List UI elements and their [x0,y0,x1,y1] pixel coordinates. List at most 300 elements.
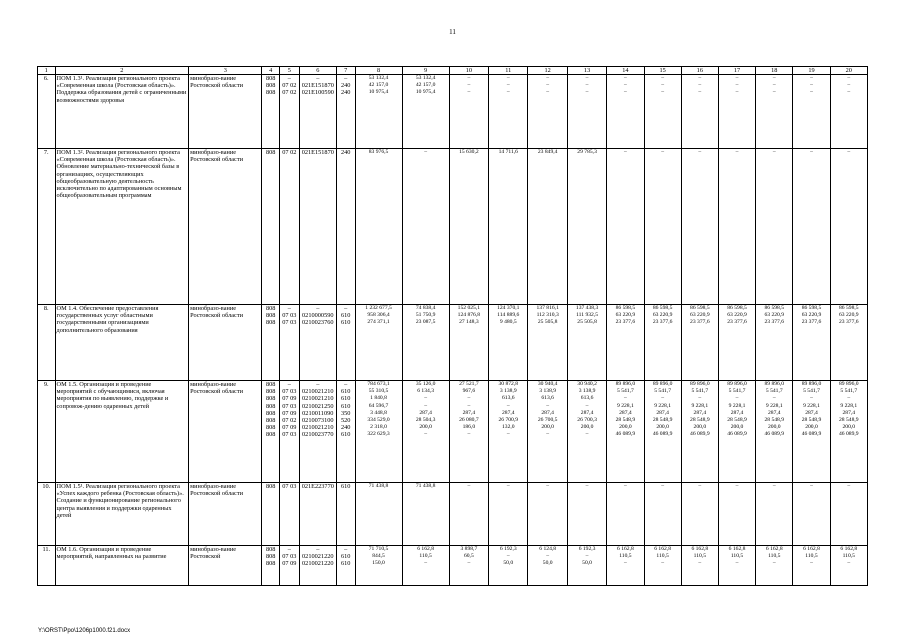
value-line: 610 [340,553,351,561]
table-row [38,149,868,305]
value-cell [402,75,449,149]
value-line: – [847,483,851,489]
value-line: 287,4 [656,409,669,416]
value-cell [489,149,528,305]
value-cell [262,305,280,381]
value-line: 967,6 [462,388,476,395]
value-line: 808 [265,395,276,403]
table-row [38,483,868,546]
value-line: – [698,149,702,155]
value-line: – [661,75,664,81]
row-number: 10. [38,483,56,546]
value-line: 10 975,4 [415,89,436,96]
value-line: 3 138,9 [539,388,557,395]
column-number-header: 6 [299,67,336,75]
value-line: – [623,560,627,567]
value-line: 0210021220 [302,553,334,561]
value-line: 287,4 [580,409,594,416]
row-number: 9. [38,381,56,483]
value-line: 808 [265,149,276,156]
value-line: 89 896,0 [839,381,859,387]
value-line: 287,4 [767,409,781,416]
column-number-header: 17 [718,67,755,75]
column-number-header: 18 [756,67,793,75]
value-line: – [810,75,813,81]
value-line: 0210073100 [302,417,334,425]
value-line: – [772,483,776,489]
value-line: 9 228,1 [765,402,783,409]
program-name: ПОМ 1.5¹. Реализация регионального проекта «Успех каждого ребенка (Ростовская область)». Создание и функционирование регионального центра выявления и поддержки одаренных детей [55,483,189,546]
value-line: 200,0 [541,424,554,431]
value-line: 240 [340,149,351,156]
value-line: – [735,149,739,155]
value-line: – [735,82,739,89]
value-line: 28 548,9 [727,417,747,424]
value-line: – [585,483,589,489]
value-line: – [810,560,813,567]
value-line: 6 162,8 [654,546,671,552]
value-cell [449,305,488,381]
value-line: 07 03 [282,312,297,320]
value-cell [262,149,280,305]
executor-name: минобразо-вание Ростовской области [189,381,262,483]
value-line: 46 089,9 [615,431,636,438]
value-line: – [847,82,851,89]
value-line: – [506,431,510,438]
program-name: ПОМ 1.3¹. Реализация регионального проекта «Современная школа (Ростовская область)». Поддержка образования детей с ограниченными возможностями здоровья [55,75,189,149]
executor-name: минобразо-вание Ростовской области [189,305,262,381]
value-line: 50,0 [542,560,553,567]
value-line: 3 138,9 [578,388,596,395]
value-line: – [810,89,813,96]
value-line: 110,5 [419,553,432,560]
value-line: – [546,82,550,89]
value-cell [449,546,488,586]
value-line: 25 505,8 [577,319,597,326]
value-line: – [585,553,589,560]
value-cell [336,381,355,483]
column-number-header: 16 [681,67,718,75]
value-line: 274 371,1 [367,319,390,326]
value-line: 07 03 [282,483,297,490]
value-cell [756,149,793,305]
value-line: 07 09 [282,409,297,417]
value-cell [718,75,755,149]
value-line: 9 228,1 [840,402,858,409]
value-line: 287,4 [730,409,744,416]
value-line: – [506,402,510,409]
value-line: 350 [340,409,351,417]
value-line: 287,4 [693,409,707,416]
value-cell [528,483,567,546]
program-name: ОМ 1.6. Организация и проведение мероприятий, направленных на развитие [55,546,189,586]
value-line: – [506,553,510,560]
value-line: – [344,381,348,388]
value-line: 240 [340,89,351,97]
value-line: – [344,75,348,82]
value-line: 23 377,6 [801,319,822,326]
value-line: 808 [265,546,276,553]
value-cell [449,381,488,483]
value-line: 6 162,8 [617,546,634,552]
value-line: 46 089,9 [652,431,673,438]
value-line: – [467,402,471,409]
column-number-header: 3 [189,67,262,75]
value-cell [355,381,402,483]
column-number-header: 13 [567,67,606,75]
value-line: 71 438,8 [368,483,389,489]
value-cell [336,483,355,546]
value-line: 23 087,5 [415,319,436,326]
value-line: – [847,560,851,567]
value-line: 53 132,4 [415,75,436,81]
value-cell [607,149,644,305]
value-line: 07 03 [282,431,297,439]
value-line: 844,5 [372,553,385,560]
value-line: 26 700,3 [577,417,597,424]
value-line: 200,0 [656,424,669,431]
value-line: 86 598,5 [615,305,636,311]
value-line: – [506,82,510,89]
value-line: – [661,395,664,402]
value-line: 287,4 [619,409,632,416]
table-row [38,381,868,483]
value-cell [336,305,355,381]
value-line: 42 157,0 [368,82,389,89]
value-line: 110,5 [693,553,707,560]
value-line: 51 750,9 [415,312,436,319]
value-cell [607,546,644,586]
column-number-header: 10 [449,67,488,75]
program-name: ОМ 1.4. Обеспечение предоставления государственных услуг областными государственными организациями дополнительного образования [55,305,189,381]
value-line: 6 192,3 [499,546,517,552]
program-name: ОМ 1.5. Организация и проведение мероприятий с обучающимися, включая мероприятия по выявлению, поддержке и сопровож-дению одаренных детей [55,381,189,483]
value-cell [607,305,644,381]
value-cell [830,381,867,483]
value-line: 26 700,5 [537,417,558,424]
value-line: – [698,89,702,96]
value-cell [756,546,793,586]
value-line: 89 896,0 [652,381,673,387]
value-line: – [772,89,776,96]
value-cell [681,483,718,546]
value-cell [489,305,528,381]
value-line: 28 548,9 [652,417,673,424]
value-line: 63 220,9 [764,312,785,319]
value-line: – [467,560,471,567]
value-line: 6 124,8 [539,546,557,552]
value-line: – [316,75,320,82]
column-number-header: 4 [262,67,280,75]
value-line: – [623,75,627,81]
value-cell [489,381,528,483]
value-cell [262,381,280,483]
row-number: 7. [38,149,56,305]
value-line: 610 [340,388,351,396]
value-line: – [847,149,851,155]
value-line: – [810,483,813,489]
value-line: 07 03 [282,388,297,396]
value-line: 808 [265,402,276,410]
value-cell [793,381,830,483]
executor-name: минобразо-вание Ростовской области [189,483,262,546]
column-number-header: 2 [55,67,189,75]
value-line: – [467,82,471,89]
value-line: 86 598,5 [764,305,785,311]
value-cell [567,305,606,381]
value-line: 6 162,8 [728,546,746,552]
value-cell [681,149,718,305]
executor-name: минобразо-вание Ростовской области [189,75,262,149]
value-cell [718,546,755,586]
value-line: 23 377,6 [727,319,747,326]
value-line: – [585,431,589,438]
value-line: 0210011090 [302,409,334,417]
value-line: – [623,82,627,89]
value-cell [402,483,449,546]
value-line: – [316,546,320,553]
value-line: 71 438,8 [415,483,436,489]
value-cell [644,483,681,546]
value-cell [336,149,355,305]
value-line: 021E223770 [301,483,334,490]
value-line: – [585,402,589,409]
value-line: – [623,483,627,489]
value-cell [336,546,355,586]
column-number-header: 11 [489,67,528,75]
value-line: 808 [265,75,276,82]
value-line: 808 [265,82,276,90]
value-cell [402,305,449,381]
value-cell [793,75,830,149]
value-line: – [847,89,851,96]
value-line: 5 541,7 [840,388,858,395]
value-line: 15 630,2 [459,149,479,155]
value-line: 200,0 [693,424,707,431]
value-line: – [810,82,813,89]
value-line: 29 785,3 [577,149,597,155]
value-line: 0210023760 [302,319,334,327]
value-cell [793,305,830,381]
value-line: 60,5 [463,553,474,560]
value-line: 287,4 [805,409,818,416]
value-line: – [585,89,589,96]
value-line: 287,4 [541,409,554,416]
value-line: 610 [340,402,351,410]
value-line: – [623,149,627,155]
value-line: 200,0 [419,424,432,431]
value-line: 114 889,6 [497,312,520,319]
executor-name: минобразо-вание Ростовской области [189,149,262,305]
value-line: 3 898,7 [460,546,478,552]
value-line: 200,0 [730,424,744,431]
value-cell [644,381,681,483]
value-cell [279,381,299,483]
value-line: 808 [265,319,276,327]
value-line: 28 548,9 [690,417,710,424]
value-line: 28 504,3 [415,417,436,424]
value-line: 46 089,9 [764,431,785,438]
value-line: 86 598,5 [727,305,747,311]
value-line: 132,0 [501,424,515,431]
value-cell [299,305,336,381]
value-line: 6 162,8 [691,546,709,552]
value-cell [567,149,606,305]
value-line: – [316,305,320,312]
value-line: 520 [340,417,351,425]
value-line: 6 192,3 [578,546,596,552]
value-line: – [772,75,776,81]
column-number-header: 20 [830,67,867,75]
value-line: 07 02 [282,149,297,156]
value-line: 71 710,5 [368,546,389,552]
value-line: 110,5 [842,553,855,560]
value-cell [489,483,528,546]
value-line: – [772,149,776,155]
value-line: – [316,381,320,388]
value-line: 6 162,8 [417,546,434,552]
value-line: 5 541,7 [803,388,820,395]
value-cell [279,149,299,305]
value-line: 021E100590 [301,89,334,97]
value-line: 808 [265,388,276,396]
value-line: 0210021220 [302,560,334,568]
value-line: 610 [340,431,351,439]
value-cell [279,305,299,381]
value-line: – [467,75,471,81]
value-cell [756,483,793,546]
value-line: 200,0 [842,424,856,431]
value-line: 07 03 [282,553,297,561]
value-line: 27 521,7 [459,381,479,387]
value-line: 808 [265,417,276,425]
value-line: 808 [265,424,276,432]
value-line: – [810,395,813,402]
value-line: – [467,431,471,438]
value-line: 186,0 [462,424,476,431]
value-cell [299,75,336,149]
value-line: – [424,395,428,402]
value-cell [402,149,449,305]
value-line: – [506,89,510,96]
value-line: 89 896,0 [615,381,636,387]
value-line: – [287,305,291,312]
value-cell [567,75,606,149]
value-line: 55 310,5 [368,388,389,395]
value-cell [830,305,867,381]
value-line: 89 896,0 [727,381,747,387]
value-line: – [698,75,702,81]
value-line: 28 548,9 [615,417,636,424]
value-line: – [424,431,428,438]
value-line: 30 872,8 [498,381,519,387]
value-line: 83 976,5 [368,149,389,155]
value-line: 74 838,4 [415,305,436,311]
value-line: – [546,89,550,96]
footer-file-path: Y:\ORST\Ppo\1206p1000.f21.docx [38,628,131,634]
row-number: 6. [38,75,56,149]
value-line: 63 220,9 [839,312,859,319]
value-line: 25 505,8 [537,319,558,326]
column-number-header: 5 [279,67,299,75]
value-line: 110,5 [768,553,781,560]
program-name: ПОМ 1.3². Реализация регионального проекта «Современная школа (Ростовская область)». Обновление материально-технической базы в организациях, осуществляющих общеобразовательную деятельность исключительно по адаптированным основным общеобразовательным программам [55,149,189,305]
value-cell [681,305,718,381]
value-line: 137 438,3 [575,305,599,311]
value-cell [402,546,449,586]
value-line: 808 [265,553,276,561]
value-line: 23 849,4 [537,149,558,155]
value-line: 46 089,9 [801,431,822,438]
value-line: 0210000590 [302,312,334,320]
value-cell [681,381,718,483]
budget-table [37,66,868,586]
value-cell [567,483,606,546]
value-line: 63 220,9 [690,312,710,319]
value-cell [793,546,830,586]
value-line: – [847,75,851,81]
value-line: 784 673,1 [367,381,390,387]
value-line: 5 541,7 [617,388,634,395]
value-line: – [467,483,471,489]
value-cell [793,149,830,305]
value-cell [830,546,867,586]
value-line: 610 [340,395,351,403]
value-line: – [506,75,510,81]
column-number-header: 15 [644,67,681,75]
value-line: 240 [340,82,351,90]
value-line: 07 09 [282,560,297,568]
value-line: 808 [265,431,276,439]
value-line: – [467,395,471,402]
value-line: 30 940,4 [537,381,558,387]
value-cell [299,149,336,305]
value-line: 808 [265,483,276,490]
value-line: – [546,75,550,81]
value-line: 42 157,0 [415,82,436,89]
value-line: – [698,82,702,89]
value-line: 808 [265,560,276,568]
value-line: 610 [340,319,351,327]
value-line: 9 228,1 [728,402,746,409]
value-line: 334 529,0 [367,417,390,424]
value-cell [279,483,299,546]
value-line: 124 370,1 [497,305,520,311]
value-line: 86 598,5 [801,305,822,311]
value-line: 27 148,3 [459,319,479,326]
value-line: 0210023770 [302,431,334,439]
value-cell [528,305,567,381]
value-line: 46 089,9 [839,431,859,438]
value-line: 808 [265,312,276,320]
value-cell [644,75,681,149]
value-line: 808 [265,305,276,312]
value-line: 322 629,3 [367,431,390,438]
value-line: – [623,89,627,96]
value-line: 50,0 [582,560,592,567]
column-number-header: 9 [402,67,449,75]
value-cell [355,149,402,305]
value-line: 9 480,5 [499,319,517,326]
value-line: – [735,75,739,81]
header-row [38,67,868,75]
value-line: – [546,402,550,409]
value-line: 287,4 [419,409,432,416]
value-cell [756,75,793,149]
value-line: 110,5 [619,553,632,560]
value-line: – [506,483,510,489]
value-line: 110,5 [656,553,669,560]
